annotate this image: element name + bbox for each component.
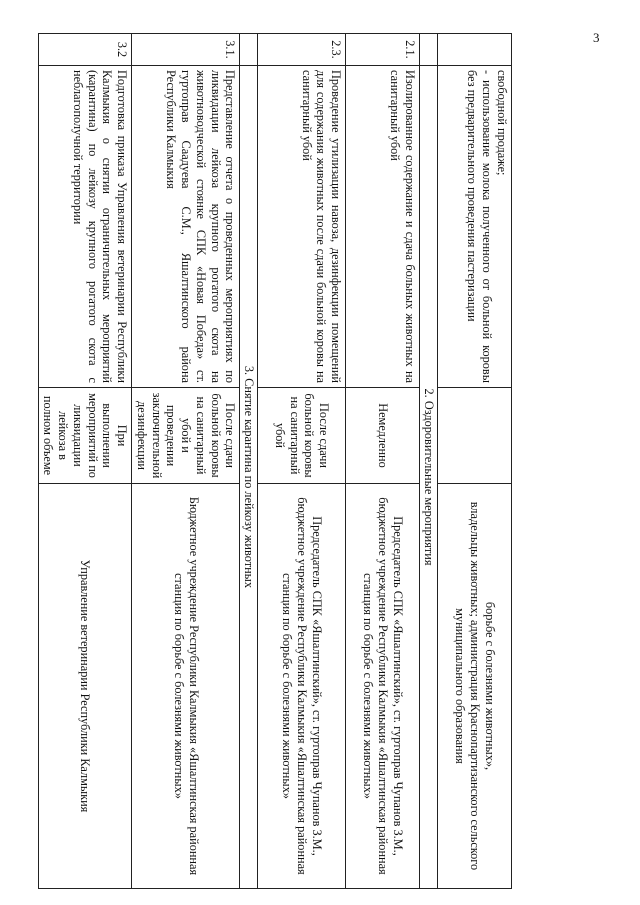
row-action: Подготовка приказа Управления ветеринарии Республики Калмыкия о снятии ограничительных мероприятий (карантина) по лейкозу крупного рогатого скота с неблагополучной территории bbox=[38, 66, 132, 388]
row-term: Немедленно bbox=[346, 388, 420, 484]
table-body bbox=[38, 34, 511, 889]
row-responsible: Бюджетное учреждение Республики Калмыкия «Яшалтинская районная станция по борьбе с болезнями животных» bbox=[132, 484, 240, 889]
section-title: 3. Снятие карантина по лейкозу животных bbox=[240, 66, 258, 889]
rotated-table bbox=[41, 33, 512, 888]
rotated-table-container bbox=[41, 33, 512, 888]
row-responsible: борьбе с болезнями животных», владельцы животных; администрация Краснопартизанского сельского муниципального образования bbox=[438, 484, 512, 889]
row-action: свободной продаже; - использование молока полученного от больной коровы без предварительного проведения пастеризации bbox=[438, 66, 512, 388]
section-title: 2. Оздоровительные мероприятия bbox=[420, 66, 438, 889]
row-responsible: Управление ветеринарии Республики Калмыкия bbox=[38, 484, 132, 889]
row-action: Изолированное содержание и сдача больных животных на санитарный убой bbox=[346, 66, 420, 388]
section-row bbox=[420, 34, 438, 889]
table-row bbox=[38, 34, 132, 889]
table-row bbox=[132, 34, 240, 889]
row-action: Представление отчета о проведенных мероприятиях по ликвидации лейкоза крупного рогатого скота на животноводческой стоянке СПК «Новая Победа» ст. гуртоправ Саадуева С.М., Яшалтинского района Республики Калмыкия bbox=[132, 66, 240, 388]
row-term: После сдачи больной коровы на санитарный убой bbox=[258, 388, 346, 484]
page-number: 3 bbox=[593, 30, 600, 45]
row-number: 3.2 bbox=[38, 34, 132, 66]
section-row bbox=[240, 34, 258, 889]
row-number: 3.1. bbox=[132, 34, 240, 66]
row-number bbox=[438, 34, 512, 66]
table-row bbox=[438, 34, 512, 889]
row-term bbox=[438, 388, 512, 484]
measures-table bbox=[38, 33, 512, 889]
row-action: Проведение утилизации навоза, дезинфекции помещений для содержания животных после сдачи больной коровы на санитарный убой bbox=[258, 66, 346, 388]
table-row bbox=[346, 34, 420, 889]
row-term: При выполнении мероприятий по ликвидации лейкоза в полном объеме bbox=[38, 388, 132, 484]
table-row bbox=[258, 34, 346, 889]
row-number: 2.3. bbox=[258, 34, 346, 66]
row-number: 2.1. bbox=[346, 34, 420, 66]
row-responsible: Председатель СПК «Яшалтинский», ст. гуртоправ Чупанов З.М., бюджетное учреждение Республики Калмыкия «Яшалтинская районная станция по борьбе с болезнями животных» bbox=[258, 484, 346, 889]
section-empty-cell bbox=[420, 34, 438, 66]
row-term: После сдачи больной коровы на санитарный убой и проведении заключительной дезинфекции bbox=[132, 388, 240, 484]
row-responsible: Председатель СПК «Яшалтинский», ст. гуртоправ Чупанов З.М., бюджетное учреждение Республики Калмыкия «Яшалтинская районная станция по борьбе с болезнями животных» bbox=[346, 484, 420, 889]
section-empty-cell bbox=[240, 34, 258, 66]
